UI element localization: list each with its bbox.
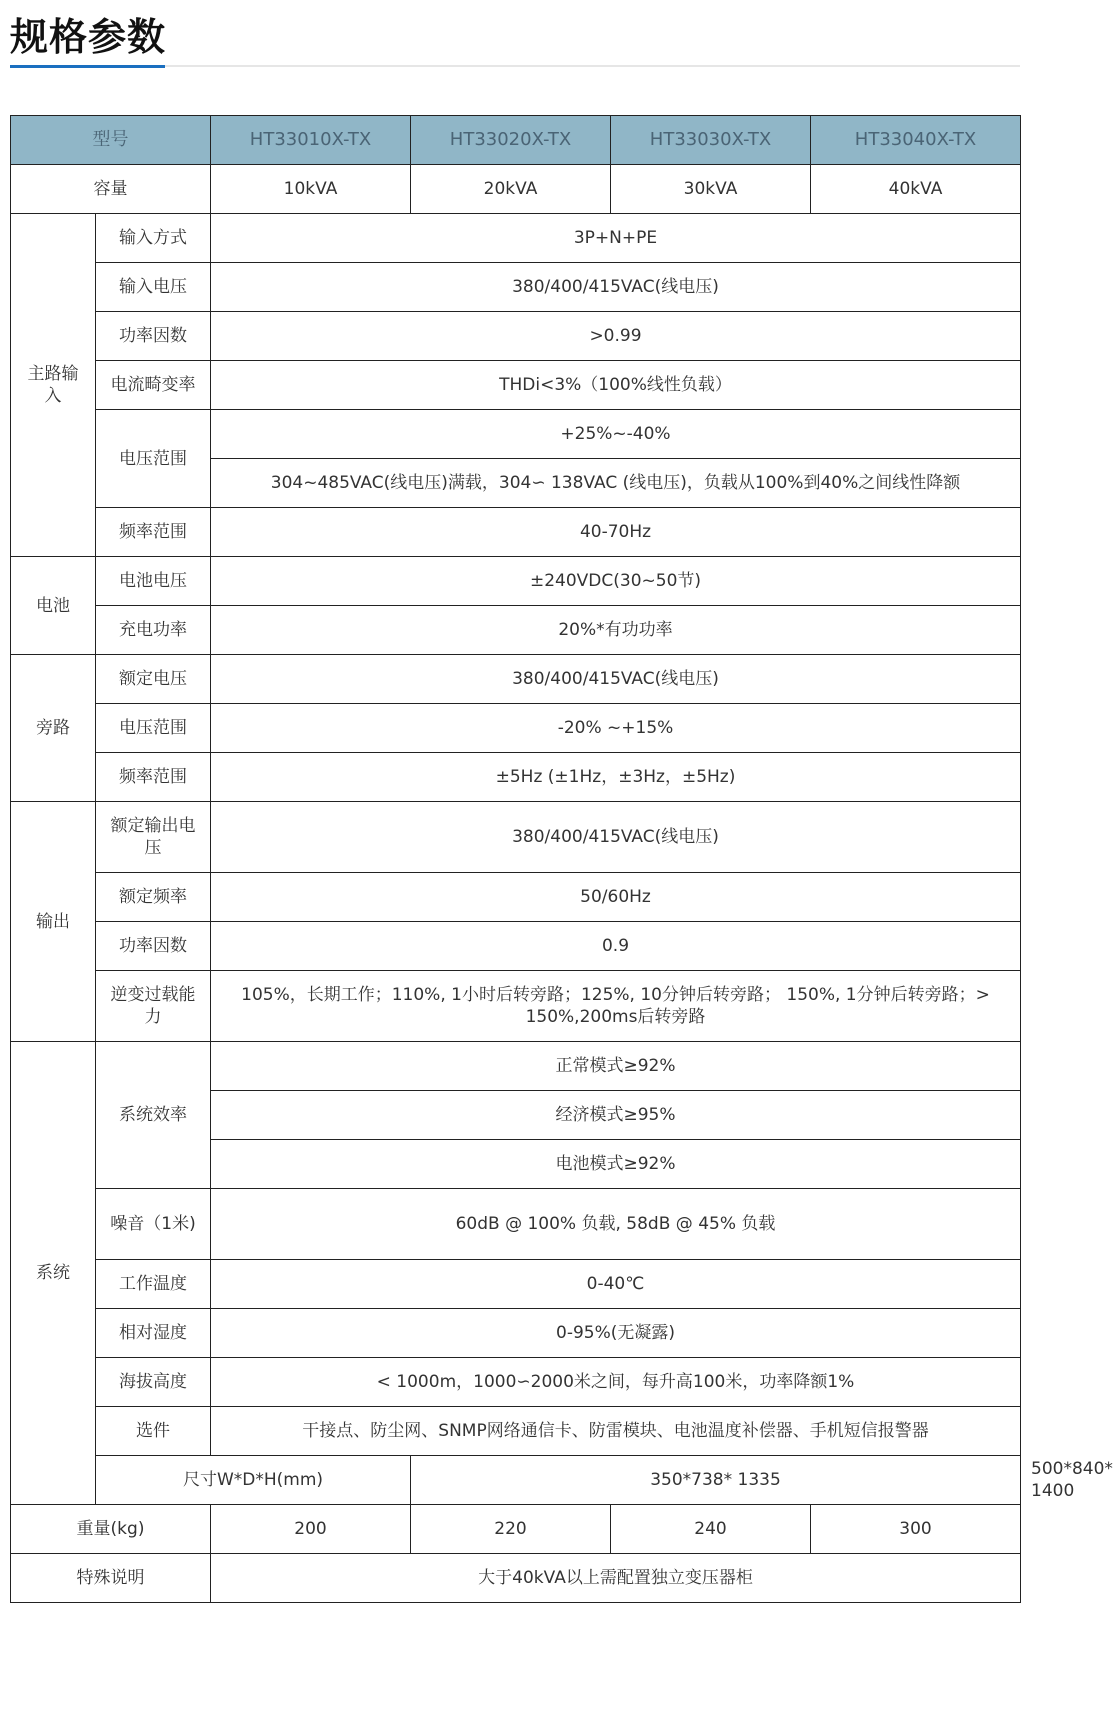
row-label: 频率范围 — [96, 753, 211, 802]
table-row — [11, 508, 1021, 557]
table-row — [11, 1042, 1021, 1091]
note-value: 大于40kVA以上需配置独立变压器柜 — [211, 1554, 1021, 1603]
group-bypass: 旁路 — [11, 655, 96, 802]
table-row — [11, 922, 1021, 971]
row-value: +25%~-40% — [211, 410, 1021, 459]
row-label: 噪音（1米) — [96, 1189, 211, 1260]
dimensions-value-small: 350*738* 1335 — [411, 1456, 1021, 1505]
table-row — [11, 1505, 1021, 1554]
row-value: 0.9 — [211, 922, 1021, 971]
row-value: 40-70Hz — [211, 508, 1021, 557]
table-row — [11, 1358, 1021, 1407]
row-value: < 1000m，1000∽2000米之间，每升高100米，功率降额1% — [211, 1358, 1021, 1407]
capacity-label: 容量 — [11, 165, 211, 214]
row-label: 逆变过载能力 — [96, 971, 211, 1042]
row-value: 0-40℃ — [211, 1260, 1021, 1309]
table-row — [11, 802, 1021, 873]
table-row — [11, 606, 1021, 655]
weight-value: 220 — [411, 1505, 611, 1554]
row-label: 功率因数 — [96, 312, 211, 361]
capacity-value: 20kVA — [411, 165, 611, 214]
capacity-value: 10kVA — [211, 165, 411, 214]
row-value: 干接点、防尘网、SNMP网络通信卡、防雷模块、电池温度补偿器、手机短信报警器 — [211, 1407, 1021, 1456]
model-header-label: 型号 — [11, 116, 211, 165]
row-label: 电池电压 — [96, 557, 211, 606]
row-value: 380/400/415VAC(线电压) — [211, 802, 1021, 873]
capacity-value: 40kVA — [811, 165, 1021, 214]
row-value: 304~485VAC(线电压)满载，304∽ 138VAC (线电压)，负载从100%到40%之间线性降额 — [211, 459, 1021, 508]
row-label: 额定频率 — [96, 873, 211, 922]
row-value: 经济模式≥95% — [211, 1091, 1021, 1140]
row-label: 功率因数 — [96, 922, 211, 971]
row-value: THDi<3%（100%线性负载） — [211, 361, 1021, 410]
table-row — [11, 1309, 1021, 1358]
weight-value: 300 — [811, 1505, 1021, 1554]
row-value: 20%*有功功率 — [211, 606, 1021, 655]
row-label: 输入电压 — [96, 263, 211, 312]
row-value: 380/400/415VAC(线电压) — [211, 263, 1021, 312]
row-label: 工作温度 — [96, 1260, 211, 1309]
page-title: 规格参数 — [10, 15, 167, 59]
weight-value: 200 — [211, 1505, 411, 1554]
row-label: 海拔高度 — [96, 1358, 211, 1407]
table-row — [11, 410, 1021, 459]
row-value: 正常模式≥92% — [211, 1042, 1021, 1091]
table-row — [11, 1407, 1021, 1456]
weight-label: 重量(kg) — [11, 1505, 211, 1554]
table-row — [11, 1554, 1021, 1603]
row-label: 额定输出电压 — [96, 802, 211, 873]
model-header-cell: HT33040X-TX — [811, 116, 1021, 165]
row-label: 充电功率 — [96, 606, 211, 655]
row-value: 0-95%(无凝露) — [211, 1309, 1021, 1358]
table-row — [11, 971, 1021, 1042]
table-row — [11, 655, 1021, 704]
table-row — [11, 873, 1021, 922]
table-row — [11, 1260, 1021, 1309]
row-value: ±5Hz (±1Hz，±3Hz，±5Hz) — [211, 753, 1021, 802]
table-row — [11, 704, 1021, 753]
group-battery: 电池 — [11, 557, 96, 655]
weight-value: 240 — [611, 1505, 811, 1554]
row-value: 105%，长期工作；110%, 1小时后转旁路；125%, 10分钟后转旁路； 150%, 1分钟后转旁路；> 150%,200ms后转旁路 — [211, 971, 1021, 1042]
row-value: ±240VDC(30~50节) — [211, 557, 1021, 606]
group-main-input: 主路输入 — [11, 214, 96, 557]
note-label: 特殊说明 — [11, 1554, 211, 1603]
row-value: -20% ~+15% — [211, 704, 1021, 753]
row-value: 380/400/415VAC(线电压) — [211, 655, 1021, 704]
capacity-value: 30kVA — [611, 165, 811, 214]
table-row — [11, 165, 1021, 214]
spec-table — [10, 115, 1113, 1603]
table-row — [11, 312, 1021, 361]
group-output: 输出 — [11, 802, 96, 1042]
title-underline-accent — [10, 65, 165, 68]
row-label: 相对湿度 — [96, 1309, 211, 1358]
model-header-cell: HT33020X-TX — [411, 116, 611, 165]
table-row — [11, 557, 1021, 606]
row-label: 额定电压 — [96, 655, 211, 704]
table-header-row — [11, 116, 1021, 165]
row-value: >0.99 — [211, 312, 1021, 361]
model-header-cell: HT33010X-TX — [211, 116, 411, 165]
row-value: 3P+N+PE — [211, 214, 1021, 263]
row-label: 输入方式 — [96, 214, 211, 263]
row-label: 频率范围 — [96, 508, 211, 557]
table-row — [11, 263, 1021, 312]
dimensions-label: 尺寸W*D*H(mm) — [96, 1456, 411, 1505]
model-header-cell: HT33030X-TX — [611, 116, 811, 165]
table-row — [11, 361, 1021, 410]
row-label: 系统效率 — [96, 1042, 211, 1189]
row-label: 选件 — [96, 1407, 211, 1456]
table-row — [11, 214, 1021, 263]
table-row — [11, 753, 1021, 802]
row-value: 50/60Hz — [211, 873, 1021, 922]
row-value: 电池模式≥92% — [211, 1140, 1021, 1189]
table-row: 尺寸W*D*H(mm) 350*738* 1335 500*840* 1400 — [11, 1456, 1021, 1505]
row-label: 电流畸变率 — [96, 361, 211, 410]
table-row — [11, 1189, 1021, 1260]
row-label: 电压范围 — [96, 704, 211, 753]
group-system: 系统 — [11, 1042, 96, 1505]
row-label: 电压范围 — [96, 410, 211, 508]
row-value: 60dB @ 100% 负载, 58dB @ 45% 负载 — [211, 1189, 1021, 1260]
